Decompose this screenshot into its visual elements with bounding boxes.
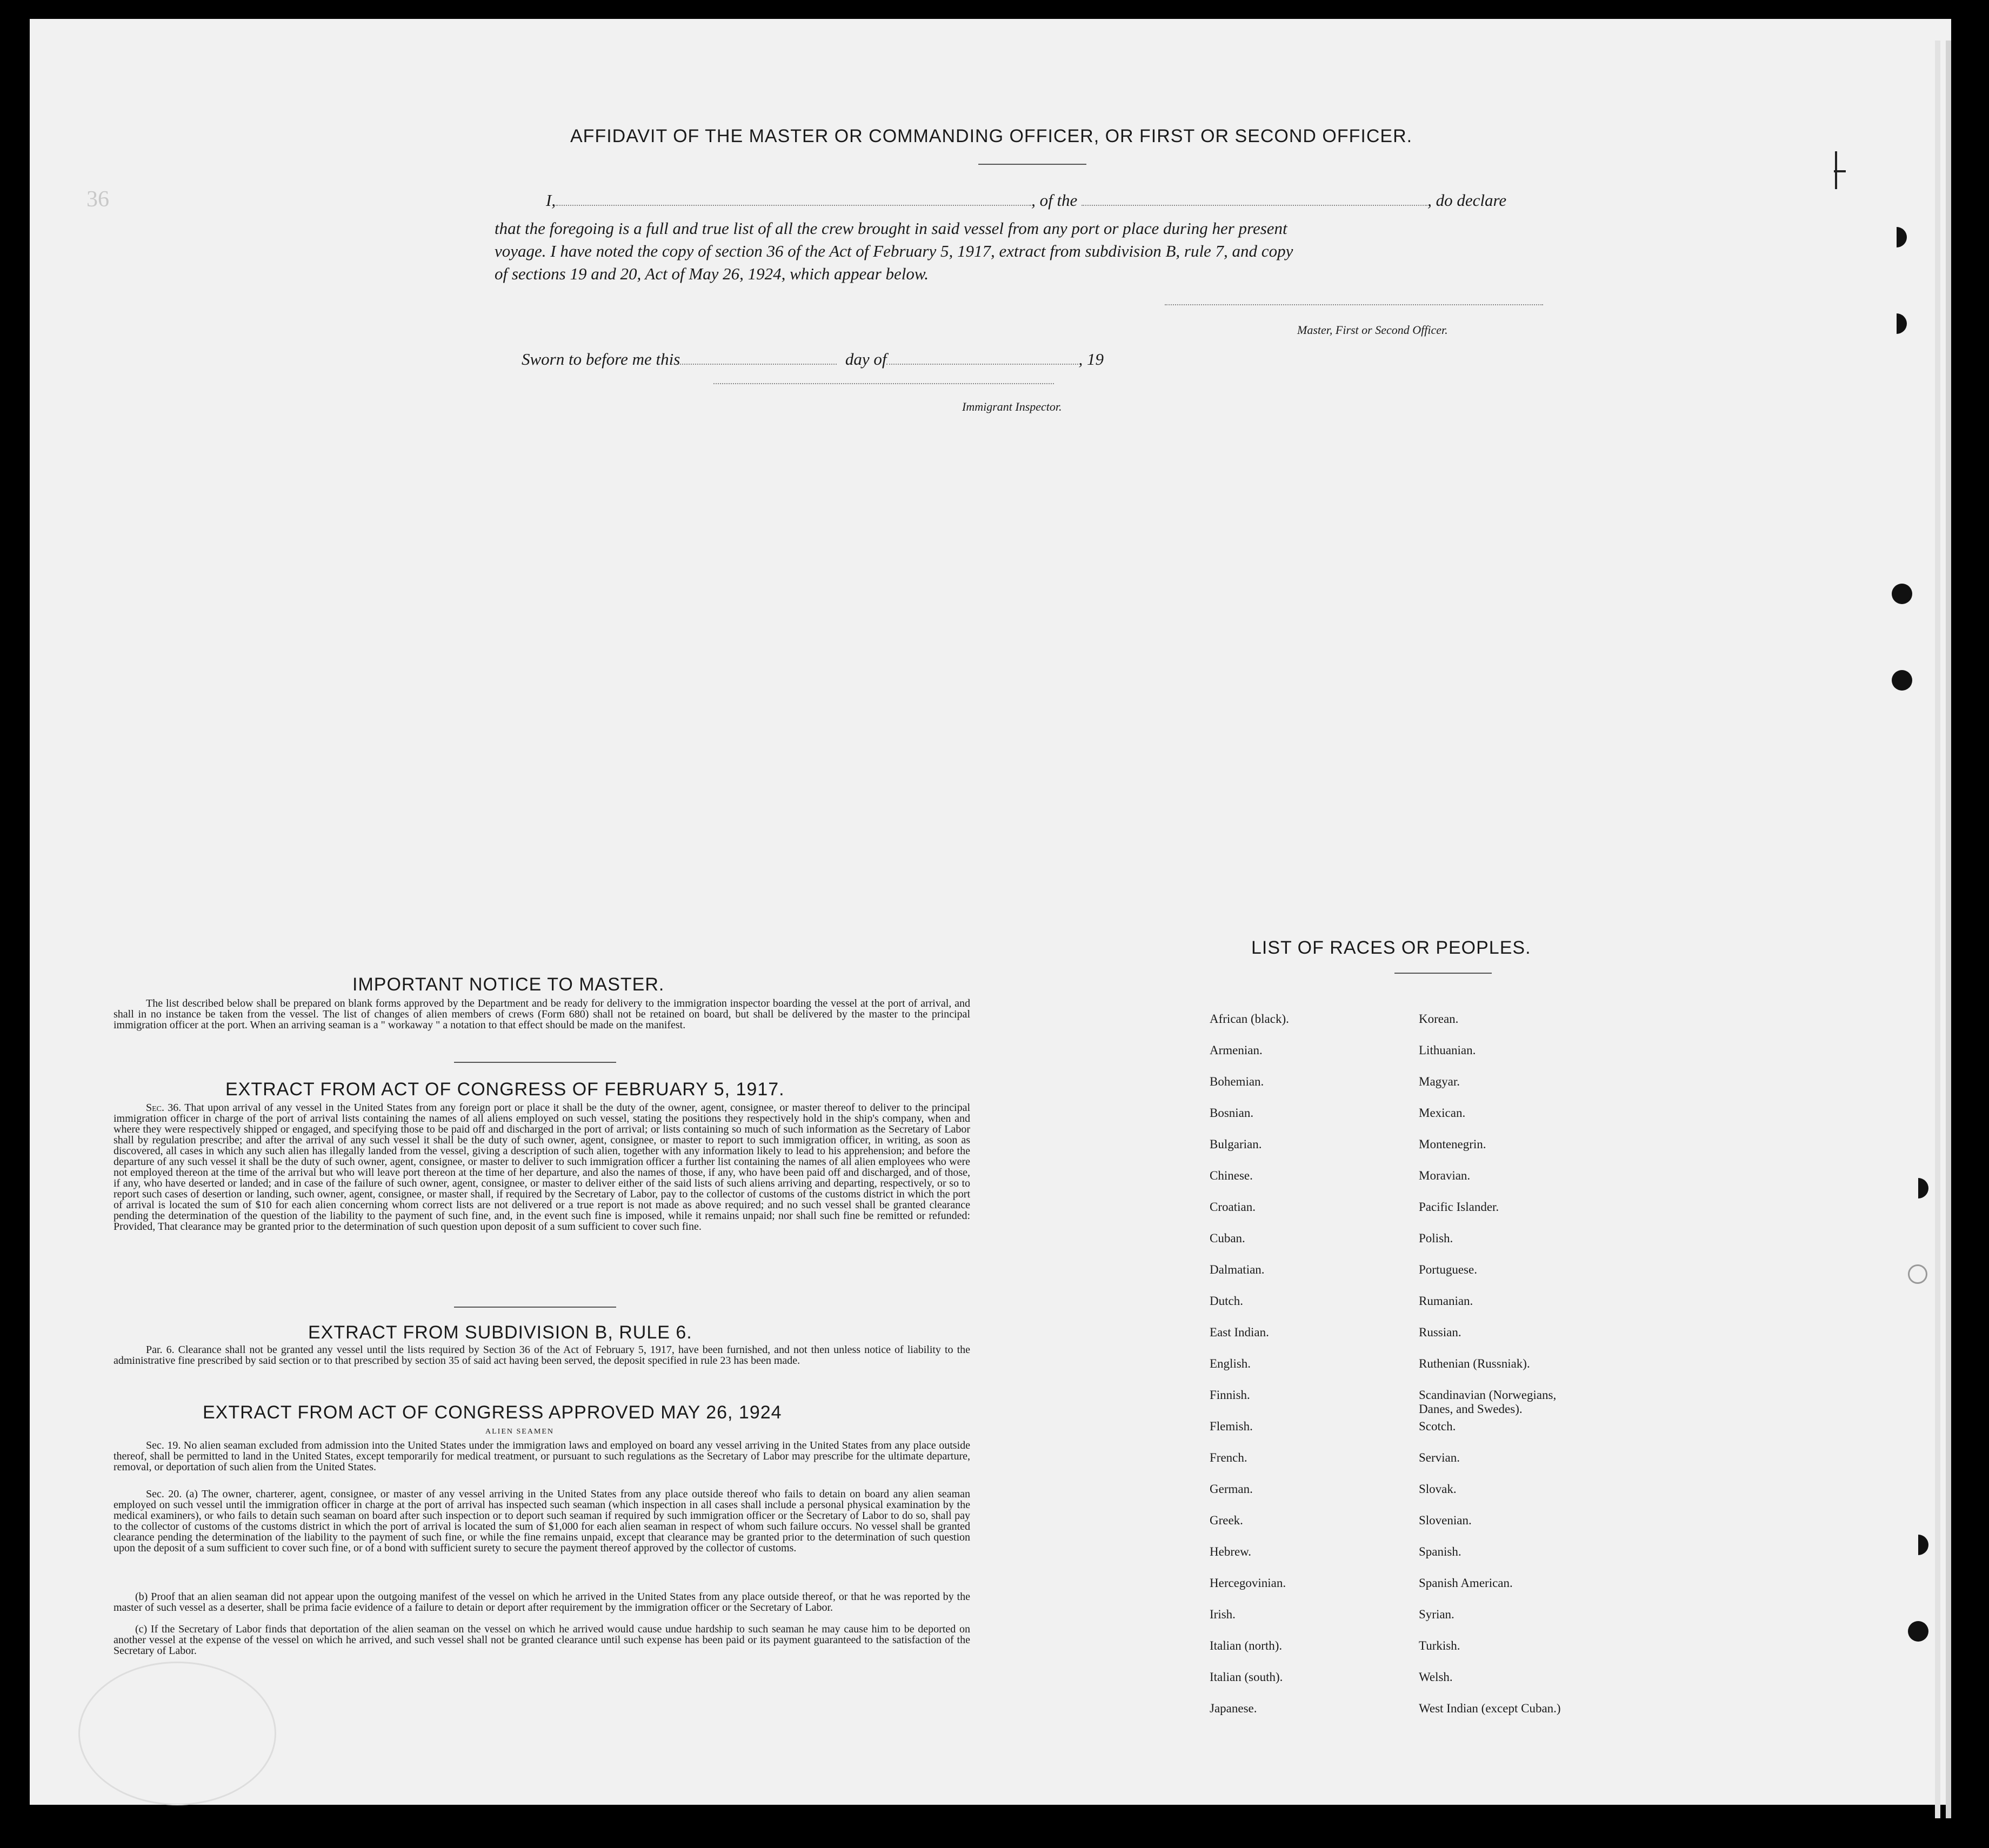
race-item: African (black). [1210,1012,1289,1026]
race-item: Spanish. [1419,1545,1461,1558]
race-item: Ruthenian (Russniak). [1419,1357,1530,1370]
divider [454,1307,616,1308]
race-item: Moravian. [1419,1169,1471,1182]
race-item: Lithuanian. [1419,1043,1476,1057]
master-signature-blank[interactable] [1165,301,1543,305]
rule-6-text: Par. 6. Clearance shall not be granted any vessel until the lists required by Section 36 of the Act of February 5, 1917, have been furnished, and not then unless notice of liability to the administrative fine prescribed by said section or to that prescribed by section 35 of said act having been served, the deposit specified in rule 23 has been made. [114,1344,970,1367]
act-1917-title: EXTRACT FROM ACT OF CONGRESS OF FEBRUARY 5, 1917. [225,1079,785,1100]
race-item: Irish. [1210,1608,1236,1621]
race-item: Slovenian. [1419,1514,1472,1527]
race-item: Montenegrin. [1419,1137,1486,1151]
race-item: German. [1210,1482,1253,1496]
page-edge [1946,41,1951,1818]
race-item: Welsh. [1419,1670,1453,1684]
name-blank[interactable] [556,202,1031,206]
punch-hole [1892,584,1912,604]
act-1924-sec20c: (c) If the Secretary of Labor finds that deportation of the alien seaman on the vessel on which he arrived would cause undue hardship to such seaman he may cause him to be deported on another vessel at the expense of the vessel on which he arrived, and such vessel shall not be granted clearance until such expense has been paid or its payment guaranteed to the satisfaction of the Secretary of Labor. [114,1623,970,1657]
race-item: Hebrew. [1210,1545,1252,1558]
faint-seal [78,1662,276,1805]
divider [978,164,1086,165]
race-item: Slovak. [1419,1482,1457,1496]
margin-number: 36 [86,187,109,212]
master-signature-label: Master, First or Second Officer. [1297,323,1448,337]
act-1924-sec19: Sec. 19. No alien seaman excluded from admission into the United States under the immigration laws and employed on board any vessel arriving in the United States from any place outside thereof, shall be permitted to land in the United States, except temporarily for medical treatment, or pursuant to such regulations as the Secretary of Labor may prescribe for the ultimate departure, removal, or deportation of such alien from the United States. [114,1439,970,1473]
race-item: Pacific Islander. [1419,1200,1499,1214]
race-item: Turkish. [1419,1639,1460,1652]
race-item: Cuban. [1210,1231,1245,1245]
punch-hole [1892,670,1912,691]
punch-hole [1908,1621,1928,1642]
race-item: French. [1210,1451,1247,1464]
sworn-month-blank[interactable] [886,360,1078,365]
race-item: Korean. [1419,1012,1459,1026]
act-1924-subtitle: ALIEN SEAMEN [485,1428,555,1436]
inspector-signature-blank[interactable] [713,380,1054,384]
punch-hole [1886,227,1907,247]
punch-hole [1886,313,1907,334]
race-item: Armenian. [1210,1043,1263,1057]
race-item: Bulgarian. [1210,1137,1262,1151]
rule-6-title: EXTRACT FROM SUBDIVISION B, RULE 6. [308,1322,692,1343]
race-item: Dutch. [1210,1294,1243,1308]
affidavit-title: AFFIDAVIT OF THE MASTER OR COMMANDING OFFICER, OR FIRST OR SECOND OFFICER. [570,126,1413,146]
race-item: Magyar. [1419,1075,1460,1088]
race-item: Flemish. [1210,1420,1253,1433]
sworn-line: Sworn to before me this day of , 19 [522,350,1104,369]
race-item: Bohemian. [1210,1075,1264,1088]
declaration-line-2: that the foregoing is a full and true list of all the crew brought in said vessel from any port or place during her present [495,219,1287,238]
race-item: Italian (north). [1210,1639,1283,1652]
race-item: Chinese. [1210,1169,1253,1182]
race-item: Finnish. [1210,1388,1250,1402]
race-item: Portuguese. [1419,1263,1477,1276]
race-item: Polish. [1419,1231,1453,1245]
race-item: Hercegovinian. [1210,1576,1286,1590]
act-1917-text: Sec. 36. That upon arrival of any vessel in the United States from any foreign port or place it shall be the duty of the owner, agent, consignee, or master thereof to deliver to the principal immigration officer in charge of the port of arrival lists containing the names of all aliens employed on such vessel, stating the positions they respectively hold in the ship's company, when and where they were respectively shipped or engaged, and specifying those to be paid off and discharged in the port of arrival; or lists containing so much of such information as the Secretary of Labor shall by regulation prescribe; and after the arrival of any such vessel it shall be the duty of such owner, agent, consignee, or master to report to such immigration officer, in writing, as soon as discovered, all cases in which any such alien has illegally landed from the vessel, giving a description of such alien, together with any information likely to lead to his apprehension; and before the departure of any such vessel it shall be the duty of such owner, agent, consignee, or master to deliver to such immigration officer a further list containing the names of all alien employees who were not employed thereon at the time of the arrival but who will leave port thereon at the time of her departure, and also the names of those, if any, who have been paid off and discharged, and of those, if any, who have deserted or landed; and in case of the failure of such owner, agent, consignee, or master to deliver either of the said lists of such aliens arriving and departing, respectively, or so to report such cases of desertion or landing, such owner, agent, consignee, or master shall, if required by the Secretary of Labor, pay to the collector of customs of the customs district in which the port of arrival is located the sum of $10 for each alien concerning whom correct lists are not delivered or a true report is not made as above required; and no such vessel shall be granted clearance pending the determination of the question of the liability to the payment of such fine, and, in the event such fine is imposed, while it remains unpaid; nor shall such fine be remitted or refunded: Provided, That clearance may be granted prior to the determination of such question upon deposit of a sum sufficient to cover such fine. [114,1102,970,1233]
race-item: Mexican. [1419,1106,1466,1120]
race-item: Croatian. [1210,1200,1256,1214]
declaration-line-3: voyage. I have noted the copy of section 36 of the Act of February 5, 1917, extract from subdivision B, rule 7, and copy [495,242,1293,260]
race-item: Japanese. [1210,1702,1257,1715]
race-item: Scandinavian (Norwegians, Danes, and Swedes). [1419,1388,1557,1416]
notice-title: IMPORTANT NOTICE TO MASTER. [352,974,665,995]
race-item: Syrian. [1419,1608,1454,1621]
race-item: West Indian (except Cuban.) [1419,1702,1561,1715]
act-1924-sec20a: Sec. 20. (a) The owner, charterer, agent, consignee, or master of any vessel arriving in the United States from any place outside thereof who fails to detain on board any alien seaman employed on such vessel until the immigration officer in charge at the port of arrival has inspected such seaman (which inspection in all cases shall include a personal physical examination by the medical examiners), or who fails to detain such seaman on board after such inspection or to deport such seaman if required by such immigration officer or the Secretary of Labor to do so, shall pay to the collector of customs of the customs district in which the port of arrival is located the sum of $1,000 for each alien seaman in respect of whom such failure occurs. No vessel shall be granted clearance pending the determination of the liability to the payment of such fine, or while the fine remains unpaid, except that clearance may be granted prior to the determination of such question upon the deposit of a sum sufficient to cover such fine, or of a bond with sufficient surety to secure the payment thereof approved by the collector of customs. [114,1488,970,1554]
punch-hole [1908,1178,1928,1198]
declaration-line-4: of sections 19 and 20, Act of May 26, 1924, which appear below. [495,264,929,283]
race-item: East Indian. [1210,1325,1269,1339]
race-item: Servian. [1419,1451,1460,1464]
page-edge [1935,41,1940,1818]
declaration-line-1: I, , of the , do declare [546,191,1507,210]
act-1924-title: EXTRACT FROM ACT OF CONGRESS APPROVED MAY 26, 1924 [203,1402,782,1423]
ink-mark [1834,170,1846,172]
vessel-blank[interactable] [1082,202,1427,206]
divider [454,1062,616,1063]
sworn-day-blank[interactable] [680,360,837,365]
notice-text: The list described below shall be prepared on blank forms approved by the Department and be ready for delivery to the immigration inspector boarding the vessel at the port of arrival, and shall in no instance be taken from the vessel. The list of changes of alien members of crews (Form 680) shall not be retained on board, but shall be delivered by the master to the principal immigration officer at the port. When an arriving seaman is a " workaway " a notation to that effect should be made on the manifest. [114,997,970,1031]
inspector-label: Immigrant Inspector. [962,400,1062,413]
race-item: Scotch. [1419,1420,1456,1433]
divider [1394,973,1492,974]
races-title: LIST OF RACES OR PEOPLES. [1251,938,1531,958]
race-item: English. [1210,1357,1251,1370]
race-item: Russian. [1419,1325,1461,1339]
punch-hole [1908,1264,1927,1284]
punch-hole [1908,1535,1928,1555]
race-item: Greek. [1210,1514,1243,1527]
race-item: Spanish American. [1419,1576,1513,1590]
race-item: Bosnian. [1210,1106,1254,1120]
form-page [30,19,1951,1805]
race-item: Dalmatian. [1210,1263,1265,1276]
act-1924-sec20b: (b) Proof that an alien seaman did not appear upon the outgoing manifest of the vessel on which he arrived in the United States from any place outside thereof, or that he was reported by the master of such vessel as a deserter, shall be prima facie evidence of a failure to detain or deport after requirement by the immigration officer or the Secretary of Labor. [114,1591,970,1613]
race-item: Rumanian. [1419,1294,1473,1308]
race-item: Italian (south). [1210,1670,1283,1684]
